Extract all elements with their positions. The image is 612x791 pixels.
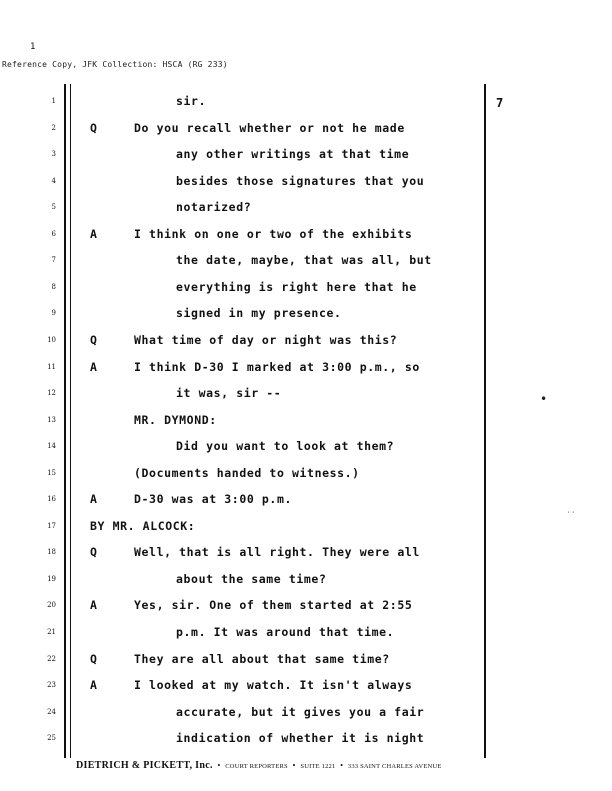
line-number: 4 [51, 176, 56, 185]
transcript-line [0, 147, 600, 173]
transcript-line [0, 519, 600, 545]
line-number: 3 [51, 150, 56, 159]
corner-mark: 1 [30, 42, 36, 52]
line-text: p.m. It was around that time. [176, 625, 395, 639]
line-text: any other writings at that time [176, 147, 410, 162]
line-number: 15 [47, 468, 56, 477]
transcript-line [0, 545, 600, 571]
line-text: I think D-30 I marked at 3:00 p.m., so [134, 359, 420, 374]
transcript-line [0, 598, 600, 624]
speaker-label: A [90, 359, 97, 374]
line-number: 7 [51, 256, 56, 265]
transcript-line [0, 678, 600, 704]
line-number: 2 [51, 123, 56, 132]
line-number: 9 [51, 309, 56, 318]
transcript-line [0, 227, 600, 253]
speaker-label: A [90, 226, 97, 241]
speaker-label: Q [90, 332, 97, 347]
transcript-line [0, 572, 600, 598]
transcript-line [0, 360, 600, 386]
line-text: about the same time? [176, 571, 327, 586]
speaker-label: Q [90, 545, 97, 560]
line-number: 8 [51, 282, 56, 291]
line-text: They are all about that same time? [134, 651, 390, 666]
line-number: 21 [47, 628, 56, 636]
line-number: 6 [51, 229, 56, 238]
transcript-line [0, 386, 600, 412]
line-number: 19 [47, 574, 56, 583]
transcript-line [0, 705, 600, 731]
line-text: accurate, but it gives you a fair [176, 704, 425, 719]
line-number: 23 [47, 681, 56, 690]
line-text: Well, that is all right. They were all [134, 545, 420, 560]
scan-speck: • [540, 392, 548, 406]
line-text: (Documents handed to witness.) [134, 465, 360, 480]
line-text: indication of whether it is night [176, 731, 425, 746]
line-number: 13 [47, 415, 56, 424]
line-text: it was, sir -- [176, 386, 282, 401]
footer-separator: • [292, 760, 296, 770]
line-number: 11 [47, 362, 56, 371]
line-text: besides those signatures that you [176, 173, 425, 188]
line-number: 24 [47, 707, 56, 716]
transcript-line [0, 253, 600, 279]
line-text: Did you want to look at them? [176, 439, 395, 454]
line-number: 25 [47, 734, 56, 743]
firm-name: DIETRICH & PICKETT, Inc. [76, 760, 213, 771]
transcript-line [0, 174, 600, 200]
transcript-line [0, 200, 600, 226]
line-text: the date, maybe, that was all, but [176, 253, 432, 268]
speaker-label: Q [90, 120, 97, 135]
line-number: 14 [47, 442, 56, 451]
transcript-line [0, 731, 600, 757]
service-label: COURT REPORTERS [225, 763, 288, 770]
speaker-label: A [90, 678, 97, 693]
line-number: 16 [47, 495, 56, 504]
line-number: 22 [47, 654, 56, 663]
line-text: D-30 was at 3:00 p.m. [134, 492, 292, 507]
reference-stamp: Reference Copy, JFK Collection: HSCA (RG 233) [2, 60, 228, 69]
speaker-label: A [90, 598, 97, 613]
line-text: signed in my presence. [176, 306, 342, 321]
line-number: 1 [51, 97, 56, 105]
line-text: sir. [176, 94, 207, 108]
speaker-label: A [90, 492, 97, 507]
transcript-line [0, 413, 600, 439]
line-text: BY MR. ALCOCK: [90, 518, 196, 533]
line-number: 10 [47, 335, 56, 344]
line-number: 5 [51, 203, 56, 212]
transcript-line [0, 306, 600, 332]
transcript-line [0, 625, 600, 651]
line-text: MR. DYMOND: [134, 412, 217, 427]
transcript-line [0, 333, 600, 359]
transcript-line [0, 492, 600, 518]
page-number: 7 [496, 96, 504, 110]
transcript-line [0, 466, 600, 492]
line-text: What time of day or night was this? [134, 332, 398, 347]
transcript-line [0, 439, 600, 465]
line-number: 12 [47, 389, 56, 398]
line-text: Yes, sir. One of them started at 2:55 [134, 598, 413, 613]
transcript-line [0, 280, 600, 306]
transcript-line [0, 121, 600, 147]
transcript-line [0, 94, 600, 120]
line-text: I think on one or two of the exhibits [134, 226, 413, 241]
page-footer [76, 760, 442, 771]
scan-noise: ⋅⋅ [566, 508, 576, 517]
transcript-line [0, 652, 600, 678]
address-label: 333 SAINT CHARLES AVENUE [347, 763, 442, 770]
suite-label: SUITE 1221 [300, 763, 336, 770]
line-number: 18 [47, 548, 56, 557]
line-text: Do you recall whether or not he made [134, 120, 405, 135]
footer-separator: • [340, 760, 344, 770]
speaker-label: Q [90, 651, 97, 666]
footer-separator: • [217, 760, 221, 770]
line-number: 20 [47, 601, 56, 610]
line-text: I looked at my watch. It isn't always [134, 678, 413, 693]
line-text: everything is right here that he [176, 279, 417, 294]
line-number: 17 [47, 521, 56, 530]
line-text: notarized? [176, 200, 252, 215]
